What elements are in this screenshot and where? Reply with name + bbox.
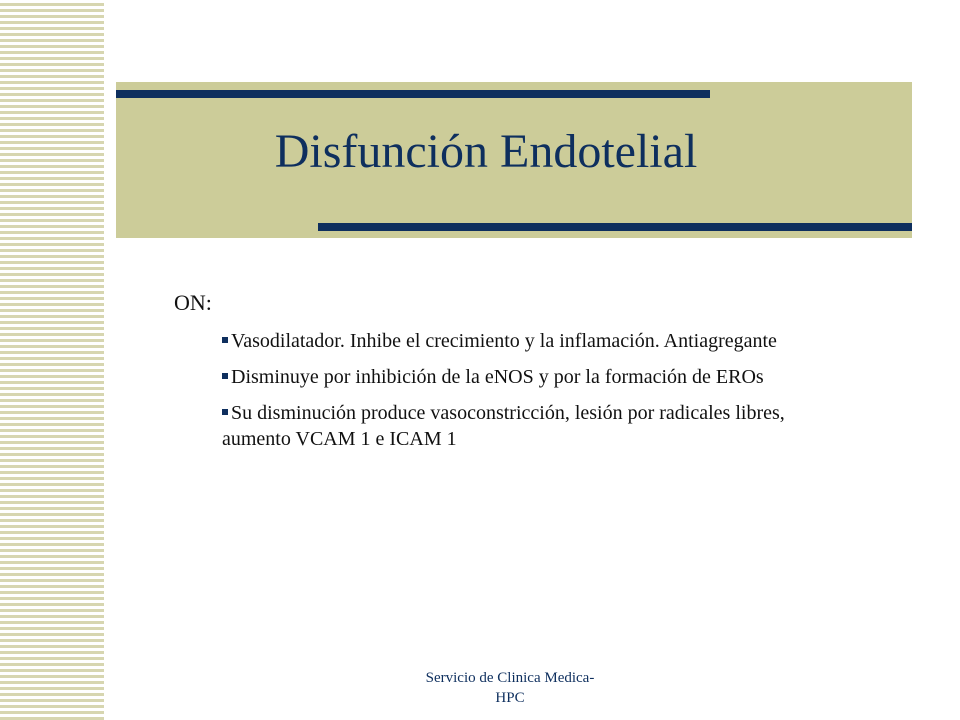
square-bullet-icon (222, 409, 228, 415)
footer-line: Servicio de Clinica Medica- (425, 670, 595, 686)
accent-bar-bottom (318, 223, 912, 231)
section-heading: ON: (174, 290, 212, 315)
accent-bar-top (116, 90, 710, 98)
bullet-text: Disminuye por inhibición de la eNOS y por la formación de EROs (231, 366, 764, 388)
bullet-item (222, 328, 854, 354)
bullet-text: Su disminución produce vasoconstricción, lesión por radicales libres, aumento VCAM 1 e ICAM 1 (222, 402, 785, 450)
bullet-list (174, 328, 854, 452)
square-bullet-icon (222, 337, 228, 343)
bullet-item (222, 364, 854, 390)
footer-line: HPC (495, 690, 525, 706)
bullet-item (222, 400, 854, 452)
slide-title: Disfunción Endotelial (274, 125, 698, 178)
slide-footer (390, 668, 630, 708)
decorative-stripe-pattern (0, 0, 104, 720)
slide-content (174, 290, 854, 462)
bullet-text: Vasodilatador. Inhibe el crecimiento y la inflamación. Antiagregante (231, 330, 777, 352)
square-bullet-icon (222, 373, 228, 379)
